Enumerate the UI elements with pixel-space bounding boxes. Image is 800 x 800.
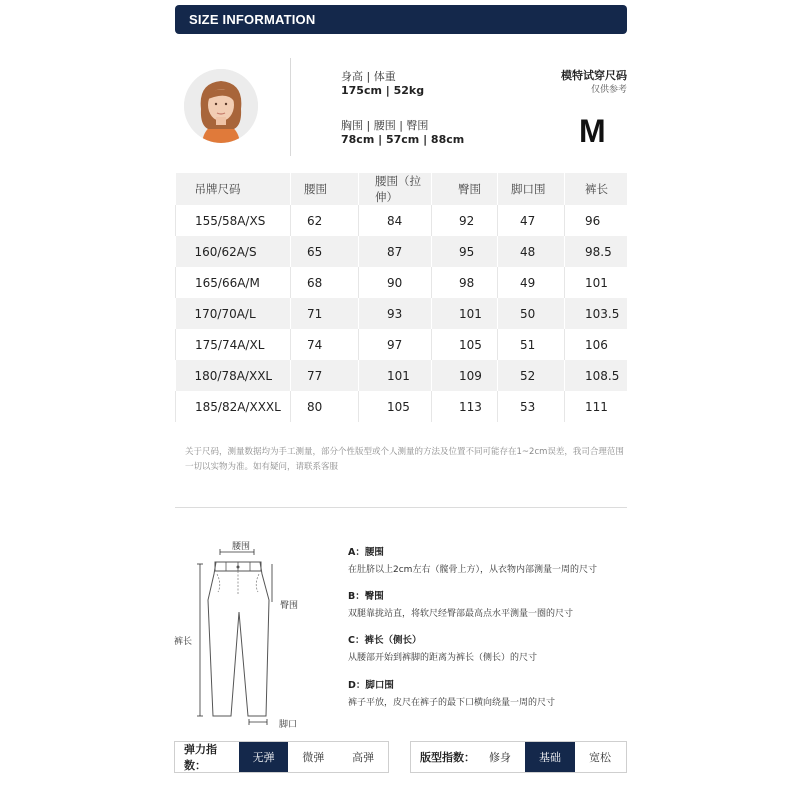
measure-desc: 从腰部开始到裤脚的距离为裤长（侧长）的尺寸: [348, 653, 538, 663]
cell-hip: 92: [432, 205, 498, 236]
cell-waist-stretch: 105: [359, 391, 432, 422]
cell-length: 96: [565, 205, 628, 236]
elasticity-option-slight[interactable]: 微弹: [302, 751, 325, 764]
cell-waist: 71: [291, 298, 359, 329]
elasticity-option-high[interactable]: 高弹: [352, 751, 375, 764]
cell-hip: 113: [432, 391, 498, 422]
measurement-note: 关于尺码，测量数据均为手工测量，部分个性版型或个人测量的方法及位置不同可能存在1~2cm误差，我司合理范围一切以实物为准。如有疑问，请联系客服: [185, 447, 624, 472]
cell-waist: 77: [291, 360, 359, 391]
table-row: [176, 360, 628, 391]
model-avatar: [184, 69, 258, 143]
cell-hip: 95: [432, 236, 498, 267]
table-header-row: [176, 173, 628, 205]
cell-tag-size: 185/82A/XXXL: [176, 391, 291, 422]
cell-length: 101: [565, 267, 628, 298]
cell-waist-stretch: 97: [359, 329, 432, 360]
measure-title: B：臀围: [348, 591, 384, 602]
cell-tag-size: 160/62A/S: [176, 236, 291, 267]
elasticity-index: [174, 741, 389, 773]
pants-diagram-icon: [168, 530, 308, 730]
cell-tag-size: 165/66A/M: [176, 267, 291, 298]
cell-waist: 62: [291, 205, 359, 236]
cell-tag-size: 170/70A/L: [176, 298, 291, 329]
cell-waist-stretch: 87: [359, 236, 432, 267]
length-dim-label: 裤长: [174, 637, 193, 647]
fit-option-loose[interactable]: 宽松: [589, 751, 611, 764]
cell-length: 98.5: [565, 236, 628, 267]
hem-dim-label: 脚口: [279, 720, 298, 730]
cell-waist: 68: [291, 267, 359, 298]
fit-option-basic[interactable]: 基础: [525, 742, 575, 772]
waist-dim-label: 腰围: [232, 542, 251, 552]
measure-title: C：裤长（侧长）: [348, 635, 422, 646]
cell-hem: 52: [498, 360, 565, 391]
cell-length: 106: [565, 329, 628, 360]
try-size-value: M: [579, 113, 606, 149]
elasticity-title: 弹力指数：: [184, 743, 217, 772]
cell-waist-stretch: 84: [359, 205, 432, 236]
cell-waist: 80: [291, 391, 359, 422]
table-row: [176, 205, 628, 236]
measure-item-hip: [348, 588, 573, 619]
try-size-subtitle: 仅供参考: [590, 85, 627, 95]
body-measure-value: 78cm | 57cm | 88cm: [341, 133, 465, 146]
section-divider: [175, 507, 627, 508]
col-header-waist-stretch: 腰围（拉伸）: [359, 173, 432, 205]
table-row: [176, 298, 628, 329]
cell-waist-stretch: 101: [359, 360, 432, 391]
cell-hem: 50: [498, 298, 565, 329]
cell-tag-size: 180/78A/XXL: [176, 360, 291, 391]
cell-hip: 101: [432, 298, 498, 329]
model-portrait-icon: [184, 69, 258, 143]
fit-option-slim[interactable]: 修身: [489, 751, 511, 764]
section-header: [175, 5, 627, 34]
cell-tag-size: 175/74A/XL: [176, 329, 291, 360]
measure-desc: 裤子平放，皮尺在裤子的最下口横向绕量一周的尺寸: [348, 698, 556, 708]
cell-tag-size: 155/58A/XS: [176, 205, 291, 236]
table-row: [176, 329, 628, 360]
measure-desc: 双腿靠拢站直，将软尺经臀部最高点水平测量一圈的尺寸: [348, 609, 574, 619]
col-header-hip: 臀围: [432, 173, 498, 205]
cell-waist-stretch: 90: [359, 267, 432, 298]
measure-item-hem: [348, 677, 555, 708]
hip-dim-label: 臀围: [280, 601, 299, 611]
col-header-hem: 脚口围: [498, 173, 565, 205]
cell-hem: 47: [498, 205, 565, 236]
fit-index: [410, 741, 627, 773]
table-row: [176, 267, 628, 298]
measure-title: D：脚口围: [348, 680, 394, 691]
measure-item-length: [348, 632, 537, 663]
col-header-waist: 腰围: [291, 173, 359, 205]
cell-hem: 53: [498, 391, 565, 422]
cell-hem: 49: [498, 267, 565, 298]
cell-hip: 105: [432, 329, 498, 360]
table-row: [176, 236, 628, 267]
cell-hem: 51: [498, 329, 565, 360]
cell-waist: 65: [291, 236, 359, 267]
body-measure-label: 胸围 | 腰围 | 臀围: [341, 119, 429, 132]
cell-waist: 74: [291, 329, 359, 360]
cell-hip: 109: [432, 360, 498, 391]
fit-title: 版型指数：: [420, 751, 475, 764]
table-row: [176, 391, 628, 422]
cell-hem: 48: [498, 236, 565, 267]
measure-desc: 在肚脐以上2cm左右（髋骨上方），从衣物内部测量一周的尺寸: [348, 565, 597, 575]
size-table: [175, 173, 627, 422]
try-size-title: 模特试穿尺码: [561, 69, 627, 82]
cell-waist-stretch: 93: [359, 298, 432, 329]
elasticity-option-none[interactable]: 无弹: [239, 742, 289, 772]
section-title: SIZE INFORMATION: [189, 12, 316, 27]
cell-length: 103.5: [565, 298, 628, 329]
height-weight-label: 身高 | 体重: [341, 70, 396, 83]
col-header-length: 裤长: [565, 173, 628, 205]
measure-item-waist: [348, 544, 597, 575]
height-weight-value: 175cm | 52kg: [341, 84, 425, 97]
col-header-tag-size: 吊牌尺码: [176, 173, 291, 205]
measure-title: A：腰围: [348, 547, 384, 558]
model-divider: [290, 58, 291, 156]
cell-length: 108.5: [565, 360, 628, 391]
cell-length: 111: [565, 391, 628, 422]
cell-hip: 98: [432, 267, 498, 298]
